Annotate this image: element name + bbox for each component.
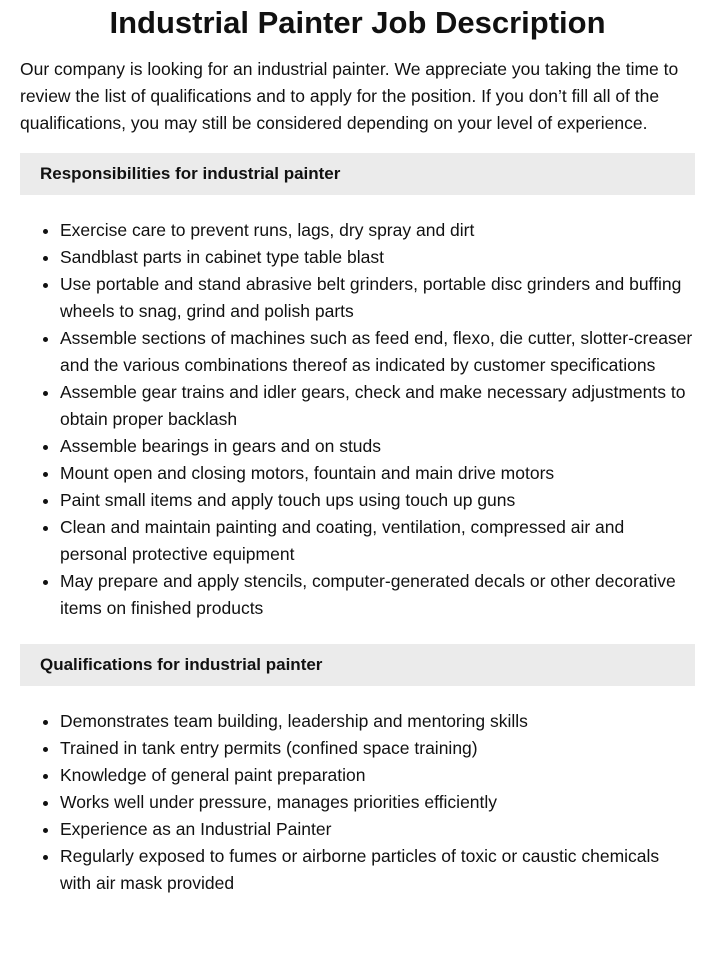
responsibilities-heading: Responsibilities for industrial painter bbox=[20, 153, 695, 195]
list-item: • Clean and maintain painting and coating, ventilation, compressed air and personal protective equipment bbox=[60, 514, 695, 568]
list-item: • Sandblast parts in cabinet type table blast bbox=[60, 244, 695, 271]
list-item: • Assemble sections of machines such as feed end, flexo, die cutter, slotter-creaser and the various combinations thereof as indicated by customer specifications bbox=[60, 325, 695, 379]
list-item: • Experience as an Industrial Painter bbox=[60, 816, 695, 843]
list-item: • Exercise care to prevent runs, lags, dry spray and dirt bbox=[60, 217, 695, 244]
list-item: • Knowledge of general paint preparation bbox=[60, 762, 695, 789]
list-item: • Demonstrates team building, leadership and mentoring skills bbox=[60, 708, 695, 735]
responsibilities-list bbox=[20, 217, 695, 622]
list-item: • Paint small items and apply touch ups using touch up guns bbox=[60, 487, 695, 514]
page-title: Industrial Painter Job Description bbox=[109, 5, 606, 40]
qualifications-list bbox=[20, 708, 695, 897]
list-item: • Assemble gear trains and idler gears, check and make necessary adjustments to obtain proper backlash bbox=[60, 379, 695, 433]
intro-paragraph: Our company is looking for an industrial painter. We appreciate you taking the time to review the list of qualifications and to apply for the position. If you don’t fill all of the qualifications, you may still be considered depending on your level of experience. bbox=[20, 59, 679, 133]
list-item: • Assemble bearings in gears and on studs bbox=[60, 433, 695, 460]
list-item: • Regularly exposed to fumes or airborne particles of toxic or caustic chemicals with air mask provided bbox=[60, 843, 695, 897]
list-item: • Works well under pressure, manages priorities efficiently bbox=[60, 789, 695, 816]
list-item: • Use portable and stand abrasive belt grinders, portable disc grinders and buffing wheels to snag, grind and polish parts bbox=[60, 271, 695, 325]
list-item: • Trained in tank entry permits (confined space training) bbox=[60, 735, 695, 762]
list-item: • Mount open and closing motors, fountain and main drive motors bbox=[60, 460, 695, 487]
qualifications-heading: Qualifications for industrial painter bbox=[20, 644, 695, 686]
list-item: • May prepare and apply stencils, computer-generated decals or other decorative items on finished products bbox=[60, 568, 695, 622]
